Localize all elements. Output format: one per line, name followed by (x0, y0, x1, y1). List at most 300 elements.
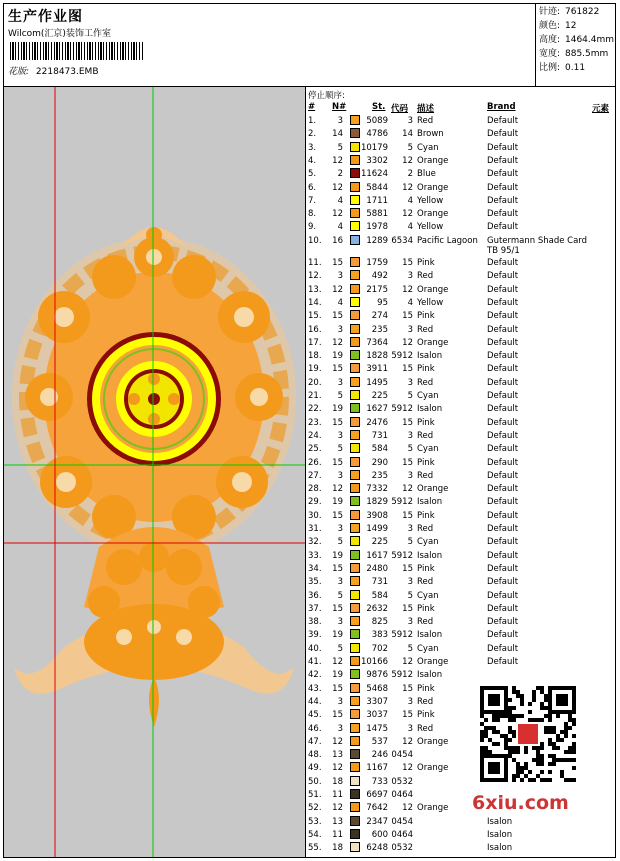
stop-row (306, 208, 616, 221)
stop-needle: 4 (337, 222, 343, 233)
stop-index: 25. (308, 444, 322, 455)
stop-stitches: 1495 (366, 377, 388, 388)
stop-row (306, 403, 616, 416)
stop-description: Isalon (417, 351, 443, 362)
stop-code: 5912 (391, 351, 413, 362)
stop-stitches: 3302 (366, 155, 388, 166)
stop-needle: 12 (332, 209, 343, 220)
stop-description: Cyan (417, 142, 439, 153)
design-file: 2218473.EMB (35, 67, 99, 77)
stop-brand: Default (487, 404, 519, 415)
stop-stitches: 1829 (366, 497, 388, 508)
stop-row (306, 643, 616, 656)
stop-needle: 5 (337, 391, 343, 401)
stop-row (306, 496, 616, 509)
stop-description: Red (417, 470, 434, 481)
stop-description: Orange (417, 484, 449, 495)
watermark-text: 6xiu.com (472, 792, 569, 814)
stop-row (306, 536, 616, 549)
stop-row (306, 284, 616, 297)
stop-index: 10. (308, 235, 322, 246)
stop-index: 43. (308, 683, 322, 694)
stop-description: Pink (417, 710, 435, 721)
stop-code: 5 (407, 537, 413, 548)
stop-description: Cyan (417, 643, 439, 654)
color-swatch (350, 656, 360, 666)
stop-code: 3 (407, 524, 413, 534)
stop-description: Brown (417, 129, 444, 140)
stop-brand: Default (487, 324, 519, 335)
stop-needle: 19 (332, 630, 343, 641)
stop-needle: 16 (332, 235, 343, 246)
color-swatch (350, 115, 360, 125)
stop-needle: 15 (332, 603, 343, 614)
stop-needle: 5 (337, 142, 343, 153)
stop-needle: 3 (337, 617, 343, 628)
stop-stitches: 5089 (366, 116, 388, 126)
stop-brand: Default (487, 510, 519, 521)
stop-row (306, 829, 616, 842)
studio-name: Wilcom(汇京)装饰工作室 (8, 29, 111, 39)
stop-brand: Default (487, 430, 519, 441)
stop-needle: 12 (332, 803, 343, 814)
stop-stitches: 235 (371, 324, 388, 335)
stop-stitches: 1475 (366, 723, 388, 734)
stop-description: Orange (417, 337, 449, 348)
stop-code: 0454 (391, 816, 413, 827)
stop-stitches: 733 (371, 776, 388, 787)
color-swatch (350, 470, 360, 480)
stop-row (306, 390, 616, 403)
color-swatch (350, 616, 360, 626)
stop-code: 0454 (391, 750, 413, 761)
color-swatch (350, 128, 360, 138)
stop-stitches: 584 (371, 590, 388, 601)
stop-code: 2 (407, 169, 413, 180)
stop-description: Cyan (417, 590, 439, 601)
stop-row (306, 377, 616, 390)
stop-brand: Default (487, 643, 519, 654)
stop-description: Pink (417, 258, 435, 268)
stop-code: 5 (407, 590, 413, 601)
stop-needle: 12 (332, 657, 343, 667)
stop-stitches: 1167 (366, 763, 388, 774)
stop-brand: Default (487, 497, 519, 508)
stop-row (306, 417, 616, 430)
stop-index: 34. (308, 563, 322, 574)
stop-brand: Default (487, 271, 519, 282)
stop-description: Isalon (417, 670, 443, 681)
color-swatch (350, 208, 360, 218)
stop-needle: 12 (332, 763, 343, 774)
stop-stitches: 5844 (366, 182, 388, 193)
stop-stitches: 6248 (366, 843, 388, 854)
stop-code: 3 (407, 723, 413, 734)
color-swatch (350, 749, 360, 759)
embroidery-design (4, 87, 305, 857)
stop-index: 37. (308, 603, 322, 614)
color-swatch (350, 297, 360, 307)
stop-brand: Default (487, 129, 519, 140)
stop-row (306, 457, 616, 470)
stop-stitches: 225 (371, 391, 388, 401)
stop-stitches: 1978 (366, 222, 388, 233)
stop-code: 5912 (391, 670, 413, 681)
stop-needle: 12 (332, 182, 343, 193)
stop-code: 5912 (391, 550, 413, 561)
stop-index: 22. (308, 404, 322, 415)
stop-row (306, 128, 616, 141)
stop-stitches: 2476 (366, 417, 388, 428)
stop-index: 38. (308, 617, 322, 628)
stop-brand: Default (487, 484, 519, 495)
design-preview (4, 87, 306, 857)
stop-code: 3 (407, 696, 413, 707)
color-swatch (350, 310, 360, 320)
stop-needle: 15 (332, 563, 343, 574)
stop-description: Orange (417, 284, 449, 295)
stop-code: 15 (402, 563, 413, 574)
stop-code: 14 (402, 129, 413, 140)
stop-description: Pink (417, 457, 435, 468)
stop-brand: Default (487, 364, 519, 375)
stop-brand: Default (487, 195, 519, 206)
stop-needle: 19 (332, 670, 343, 681)
stop-description: Pink (417, 417, 435, 428)
stop-needle: 13 (332, 750, 343, 761)
stop-code: 12 (402, 657, 413, 667)
stop-row (306, 195, 616, 208)
stop-needle: 19 (332, 497, 343, 508)
stop-needle: 5 (337, 444, 343, 455)
color-swatch (350, 257, 360, 267)
stop-brand: Isalon (487, 816, 513, 827)
stop-needle: 12 (332, 736, 343, 747)
stop-stitches: 3307 (366, 696, 388, 707)
stop-description: Pacific Lagoon (417, 235, 478, 246)
stop-code: 15 (402, 258, 413, 268)
stop-brand: Default (487, 444, 519, 455)
stop-brand: Default (487, 169, 519, 180)
qr-code (471, 680, 585, 788)
stop-stitches: 1499 (366, 524, 388, 534)
stop-description: Pink (417, 563, 435, 574)
stop-row (306, 115, 616, 128)
color-swatch (350, 789, 360, 799)
stop-needle: 18 (332, 843, 343, 854)
color-swatch (350, 182, 360, 192)
stop-stitches: 7364 (366, 337, 388, 348)
stop-code: 15 (402, 683, 413, 694)
stop-stitches: 274 (371, 311, 388, 322)
stop-stitches: 600 (371, 829, 388, 840)
stop-code: 6534 (391, 235, 413, 246)
stop-row (306, 310, 616, 323)
stop-brand: Default (487, 116, 519, 126)
stop-needle: 15 (332, 710, 343, 721)
stop-stitches: 1627 (366, 404, 388, 415)
stop-code: 12 (402, 337, 413, 348)
stop-needle: 4 (337, 195, 343, 206)
color-swatch (350, 377, 360, 387)
color-swatch (350, 762, 360, 772)
stop-index: 13. (308, 284, 322, 295)
color-swatch (350, 576, 360, 586)
stop-index: 44. (308, 696, 322, 707)
stop-row (306, 603, 616, 616)
stop-description: Orange (417, 736, 449, 747)
stop-code: 0464 (391, 829, 413, 840)
stat-label: 颜色: (539, 21, 561, 31)
stop-code: 12 (402, 284, 413, 295)
color-swatch (350, 284, 360, 294)
stop-brand: Default (487, 182, 519, 193)
stop-index: 23. (308, 417, 322, 428)
color-swatch (350, 350, 360, 360)
stop-code: 0464 (391, 790, 413, 800)
stop-brand: Default (487, 524, 519, 534)
color-swatch (350, 709, 360, 719)
stop-row (306, 483, 616, 496)
stop-stitches: 235 (371, 470, 388, 481)
stop-row (306, 510, 616, 523)
stop-stitches: 246 (371, 750, 388, 761)
stop-index: 53. (308, 816, 322, 827)
stop-stitches: 702 (371, 643, 388, 654)
stop-code: 5 (407, 142, 413, 153)
stop-row (306, 350, 616, 363)
stop-needle: 15 (332, 457, 343, 468)
stop-description: Red (417, 324, 434, 335)
color-swatch (350, 324, 360, 334)
stop-index: 4. (308, 155, 317, 166)
stop-row (306, 616, 616, 629)
stop-index: 8. (308, 209, 317, 220)
stop-stitches: 1289 (366, 235, 388, 246)
design-file-info (8, 64, 99, 77)
stop-row (306, 443, 616, 456)
design-label: 花版: (8, 67, 30, 77)
stop-index: 41. (308, 657, 322, 667)
stop-index: 2. (308, 129, 317, 140)
stop-stitches: 2480 (366, 563, 388, 574)
color-swatch (350, 643, 360, 653)
stop-index: 6. (308, 182, 317, 193)
stop-index: 47. (308, 736, 322, 747)
color-swatch (350, 536, 360, 546)
stop-needle: 12 (332, 337, 343, 348)
color-swatch (350, 443, 360, 453)
stop-index: 48. (308, 750, 322, 761)
stop-description: Red (417, 577, 434, 588)
stop-index: 33. (308, 550, 322, 561)
stop-row (306, 337, 616, 350)
stop-index: 27. (308, 470, 322, 481)
stop-description: Isalon (417, 630, 443, 641)
color-swatch (350, 430, 360, 440)
stop-code: 4 (407, 297, 413, 308)
col-header-stitches: St. (372, 102, 386, 112)
stop-code: 5 (407, 391, 413, 401)
stop-description: Pink (417, 364, 435, 375)
stop-index: 39. (308, 630, 322, 641)
stop-brand: Isalon (487, 829, 513, 840)
stop-brand: Default (487, 377, 519, 388)
stat-stitches (539, 5, 599, 19)
stop-index: 1. (308, 116, 317, 126)
stop-needle: 15 (332, 683, 343, 694)
stop-index: 50. (308, 776, 322, 787)
stop-brand: Default (487, 550, 519, 561)
stop-brand: Default (487, 209, 519, 220)
stop-brand: Default (487, 470, 519, 481)
stop-description: Pink (417, 683, 435, 694)
stop-needle: 18 (332, 776, 343, 787)
stop-stitches: 1711 (366, 195, 388, 206)
stop-code: 15 (402, 364, 413, 375)
stop-code: 3 (407, 470, 413, 481)
stop-description: Orange (417, 209, 449, 220)
stop-index: 46. (308, 723, 322, 734)
stop-index: 3. (308, 142, 317, 153)
color-swatch (350, 776, 360, 786)
color-swatch (350, 155, 360, 165)
stop-description: Yellow (417, 222, 444, 233)
stop-description: Pink (417, 311, 435, 322)
stat-colors (539, 19, 576, 33)
stop-stitches: 731 (371, 430, 388, 441)
stop-brand: Default (487, 155, 519, 166)
stop-needle: 2 (337, 169, 343, 180)
col-header-idx: # (308, 102, 316, 112)
stop-brand: Default (487, 337, 519, 348)
stop-description: Red (417, 617, 434, 628)
stop-code: 15 (402, 510, 413, 521)
stop-row (306, 430, 616, 443)
stat-value: 1464.4mm (565, 35, 615, 45)
stop-code: 3 (407, 577, 413, 588)
stat-value: 885.5mm (565, 49, 609, 59)
stop-description: Orange (417, 803, 449, 814)
stop-description: Cyan (417, 537, 439, 548)
stat-scale (539, 61, 585, 75)
stop-code: 5912 (391, 404, 413, 415)
stop-code: 3 (407, 377, 413, 388)
stop-stitches: 4786 (366, 129, 388, 140)
stop-stitches: 1617 (366, 550, 388, 561)
stop-index: 55. (308, 843, 322, 854)
stop-stitches: 5468 (366, 683, 388, 694)
stop-index: 26. (308, 457, 322, 468)
stop-row (306, 470, 616, 483)
stop-index: 9. (308, 222, 317, 233)
stop-needle: 12 (332, 484, 343, 495)
col-header-desc: 描述 (417, 104, 435, 114)
stop-description: Yellow (417, 297, 444, 308)
stop-row (306, 656, 616, 669)
stop-stitches: 6697 (366, 790, 388, 800)
stop-code: 15 (402, 457, 413, 468)
stop-needle: 11 (332, 829, 343, 840)
stop-code: 5912 (391, 497, 413, 508)
stop-needle: 15 (332, 364, 343, 375)
stop-row (306, 142, 616, 155)
stop-needle: 15 (332, 311, 343, 322)
stop-sequence-title: 停止顺序: (308, 91, 345, 101)
stop-needle: 11 (332, 790, 343, 800)
stop-brand: Default (487, 603, 519, 614)
stop-row (306, 297, 616, 310)
stop-index: 12. (308, 271, 322, 282)
stop-index: 54. (308, 829, 322, 840)
stop-brand: Default (487, 297, 519, 308)
stop-needle: 3 (337, 577, 343, 588)
stop-row (306, 257, 616, 270)
color-swatch (350, 736, 360, 746)
stop-index: 36. (308, 590, 322, 601)
stop-code: 15 (402, 603, 413, 614)
stop-index: 35. (308, 577, 322, 588)
stop-index: 28. (308, 484, 322, 495)
color-swatch (350, 683, 360, 693)
stop-needle: 4 (337, 297, 343, 308)
color-swatch (350, 235, 360, 245)
stop-stitches: 7332 (366, 484, 388, 495)
stop-index: 45. (308, 710, 322, 721)
stop-brand: Default (487, 590, 519, 601)
stop-stitches: 492 (371, 271, 388, 282)
stop-code: 3 (407, 324, 413, 335)
stop-row (306, 816, 616, 829)
stop-brand: Default (487, 563, 519, 574)
stop-index: 52. (308, 803, 322, 814)
stop-brand: Gutermann Shade Card TB 95/1 (487, 235, 588, 256)
stop-index: 32. (308, 537, 322, 548)
stat-label: 针迹: (539, 7, 561, 17)
stop-brand: Default (487, 142, 519, 153)
stop-description: Isalon (417, 497, 443, 508)
color-swatch (350, 603, 360, 613)
stop-code: 4 (407, 195, 413, 206)
color-swatch (350, 363, 360, 373)
stop-brand: Default (487, 630, 519, 641)
page-title: 生产作业图 (8, 9, 83, 25)
stat-height (539, 33, 614, 47)
col-header-element: 元素 (592, 104, 610, 114)
stop-row (306, 363, 616, 376)
stop-needle: 3 (337, 524, 343, 534)
stop-code: 15 (402, 417, 413, 428)
stop-description: Red (417, 696, 434, 707)
stop-index: 7. (308, 195, 317, 206)
color-swatch (350, 723, 360, 733)
stop-row (306, 182, 616, 195)
stop-needle: 19 (332, 550, 343, 561)
stop-stitches: 731 (371, 577, 388, 588)
stop-index: 21. (308, 391, 322, 401)
stop-code: 5 (407, 444, 413, 455)
stop-brand: Default (487, 537, 519, 548)
color-swatch (350, 590, 360, 600)
stop-description: Isalon (417, 404, 443, 415)
col-header-code: 代码 (391, 104, 409, 114)
stop-index: 16. (308, 324, 322, 335)
stop-brand: Default (487, 258, 519, 268)
stop-code: 15 (402, 311, 413, 322)
stop-row (306, 789, 616, 802)
stop-needle: 19 (332, 404, 343, 415)
stop-row (306, 270, 616, 283)
